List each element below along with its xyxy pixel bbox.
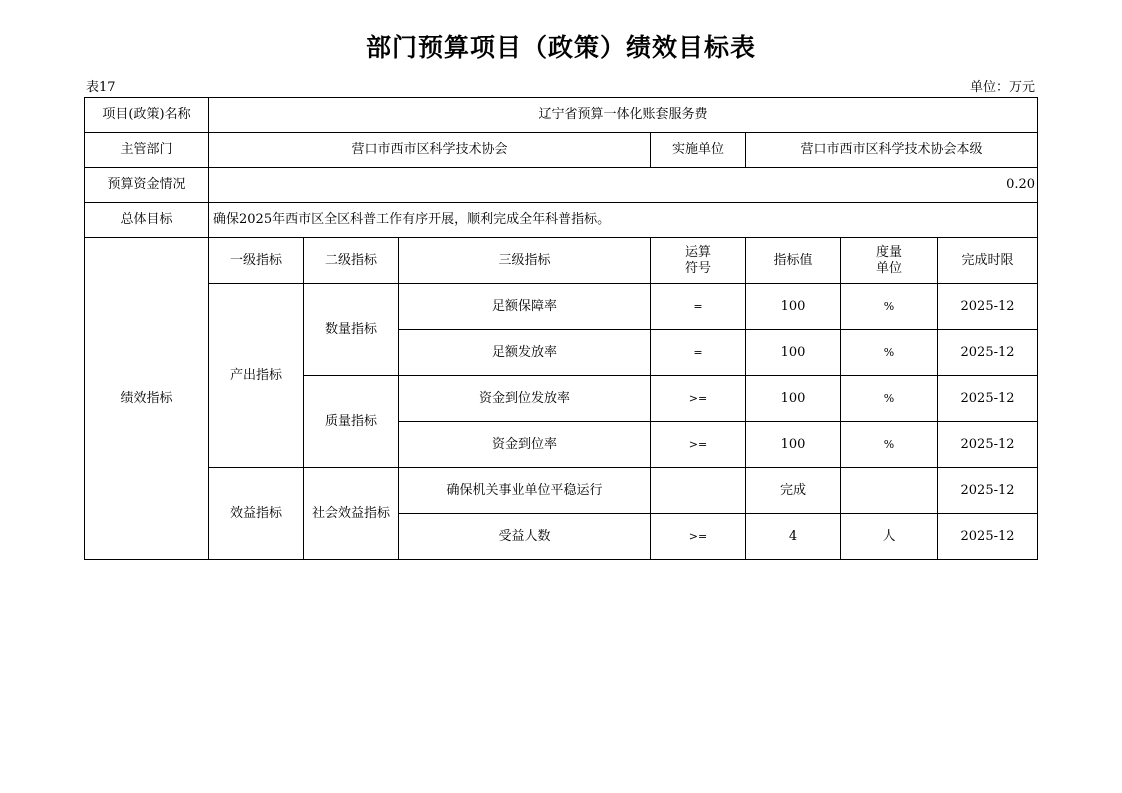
indicator-cell: 资金到位率 bbox=[399, 422, 651, 468]
header-unit-line2: 单位 bbox=[875, 260, 902, 276]
department-label: 主管部门 bbox=[85, 133, 209, 168]
value-cell: 4 bbox=[746, 514, 841, 560]
project-name-label: 项目(政策)名称 bbox=[85, 98, 209, 133]
indicator-cell: 确保机关事业单位平稳运行 bbox=[399, 468, 651, 514]
department-row bbox=[85, 133, 1038, 168]
header-level1: 一级指标 bbox=[209, 238, 304, 284]
header-operator bbox=[651, 238, 746, 284]
operator-cell bbox=[651, 468, 746, 514]
header-level3: 三级指标 bbox=[399, 238, 651, 284]
group-quality: 质量指标 bbox=[304, 376, 399, 468]
operator-cell: >= bbox=[651, 376, 746, 422]
indicator-cell: 资金到位发放率 bbox=[399, 376, 651, 422]
department-value: 营口市西市区科学技术协会 bbox=[209, 133, 651, 168]
deadline-cell: 2025-12 bbox=[938, 514, 1038, 560]
value-cell: 100 bbox=[746, 330, 841, 376]
operator-cell: >= bbox=[651, 514, 746, 560]
deadline-cell: 2025-12 bbox=[938, 284, 1038, 330]
value-cell: 完成 bbox=[746, 468, 841, 514]
header-operator-line1: 运算 bbox=[684, 244, 711, 260]
table-row bbox=[85, 468, 1038, 514]
header-unit-line1: 度量 bbox=[875, 244, 902, 260]
page-title: 部门预算项目（政策）绩效目标表 bbox=[365, 33, 756, 62]
header-deadline: 完成时限 bbox=[938, 238, 1038, 284]
implementer-label: 实施单位 bbox=[651, 133, 746, 168]
table-number: 表17 bbox=[86, 80, 116, 95]
budget-value: 0.20 bbox=[209, 168, 1038, 203]
project-name-value: 辽宁省预算一体化账套服务费 bbox=[209, 98, 1038, 133]
group-output: 产出指标 bbox=[209, 284, 304, 468]
unit-cell: 人 bbox=[841, 514, 938, 560]
unit-cell: % bbox=[841, 376, 938, 422]
indicator-cell: 足额发放率 bbox=[399, 330, 651, 376]
budget-label: 预算资金情况 bbox=[85, 168, 209, 203]
deadline-cell: 2025-12 bbox=[938, 376, 1038, 422]
overall-goal-value: 确保2025年西市区全区科普工作有序开展，顺利完成全年科普指标。 bbox=[209, 203, 1038, 238]
group-quantity: 数量指标 bbox=[304, 284, 399, 376]
overall-goal-row bbox=[85, 203, 1038, 238]
group-social: 社会效益指标 bbox=[304, 468, 399, 560]
value-cell: 100 bbox=[746, 376, 841, 422]
value-cell: 100 bbox=[746, 422, 841, 468]
operator-cell: = bbox=[651, 330, 746, 376]
header-value: 指标值 bbox=[746, 238, 841, 284]
project-name-row bbox=[85, 98, 1038, 133]
indicator-cell: 受益人数 bbox=[399, 514, 651, 560]
unit-cell: % bbox=[841, 422, 938, 468]
budget-row bbox=[85, 168, 1038, 203]
deadline-cell: 2025-12 bbox=[938, 330, 1038, 376]
header-row bbox=[85, 238, 1038, 284]
unit-label: 单位：万元 bbox=[969, 80, 1035, 95]
operator-cell: = bbox=[651, 284, 746, 330]
header-unit bbox=[841, 238, 938, 284]
performance-label: 绩效指标 bbox=[85, 238, 209, 560]
operator-cell: >= bbox=[651, 422, 746, 468]
unit-cell bbox=[841, 468, 938, 514]
overall-goal-label: 总体目标 bbox=[85, 203, 209, 238]
unit-cell: % bbox=[841, 284, 938, 330]
group-benefit: 效益指标 bbox=[209, 468, 304, 560]
deadline-cell: 2025-12 bbox=[938, 422, 1038, 468]
header-level2: 二级指标 bbox=[304, 238, 399, 284]
performance-goal-table bbox=[84, 97, 1038, 560]
implementer-value: 营口市西市区科学技术协会本级 bbox=[746, 133, 1038, 168]
table-row bbox=[85, 284, 1038, 330]
value-cell: 100 bbox=[746, 284, 841, 330]
indicator-cell: 足额保障率 bbox=[399, 284, 651, 330]
unit-cell: % bbox=[841, 330, 938, 376]
header-operator-line2: 符号 bbox=[684, 260, 711, 276]
deadline-cell: 2025-12 bbox=[938, 468, 1038, 514]
